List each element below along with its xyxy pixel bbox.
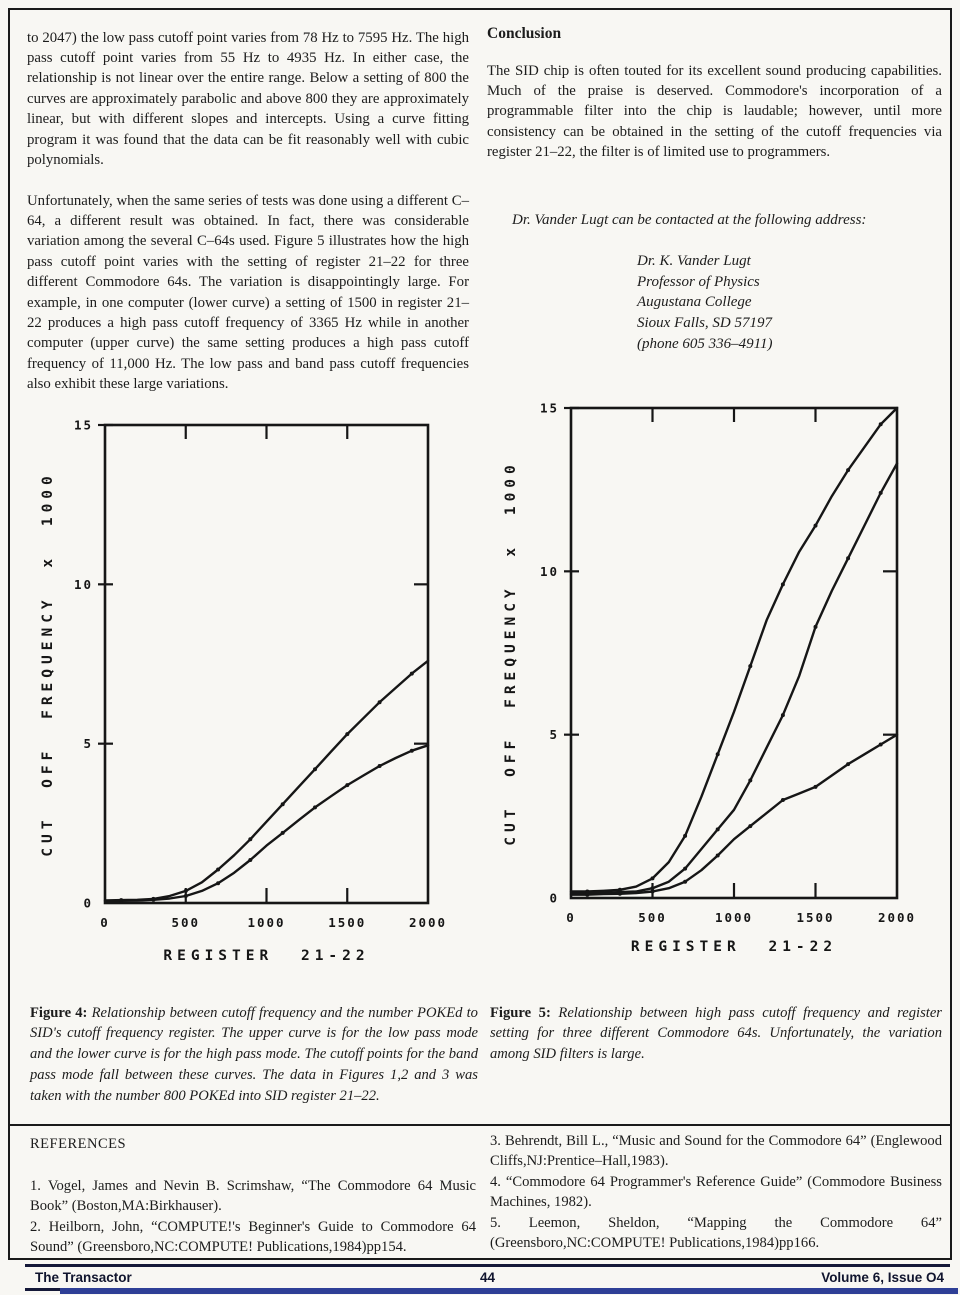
conclusion-heading: Conclusion [487,24,562,42]
conclusion-paragraph: The SID chip is often touted for its excellent sound producing capabilities. Much of the praise is deserved. Commodore's incorporation of a programmable filter into the chip is laudable; however, until more consistency can be obtained in the setting of the cutoff frequencies via register 21–22, the filter is of limited use to programmers. [487,62,942,161]
svg-text:0: 0 [566,910,576,925]
svg-text:15: 15 [73,417,93,433]
reference-item: 4. “Commodore 64 Programmer's Reference Guide” (Commodore Business Machines, 1982). [490,1173,942,1211]
figure4-caption-label: Figure 4: [30,1004,88,1021]
svg-text:CUT OFF FREQUENCY x 1000: CUT OFF FREQUENCY x 1000 [40,471,56,857]
svg-text:1500: 1500 [796,910,835,925]
address-line: Dr. K. Vander Lugt [637,253,751,269]
svg-text:2000: 2000 [408,915,448,930]
footer-band [25,1264,950,1291]
address-line: Sioux Falls, SD 57197 [637,315,772,332]
svg-text:0: 0 [83,895,93,911]
svg-text:1500: 1500 [328,915,367,930]
svg-text:10: 10 [73,576,93,592]
references-right-column [490,1131,942,1254]
reference-item: 1. Vogel, James and Nevin B. Scrimshaw, “The Commodore 64 Music Book” (Boston,MA:Birkhauser). [30,1178,476,1215]
contact-intro: Dr. Vander Lugt can be contacted at the following address: [512,212,867,228]
svg-text:5: 5 [549,727,559,743]
footer-page-number: 44 [479,1270,496,1285]
figure5-chart [485,398,940,960]
footer-issue: Volume 6, Issue O4 [821,1270,944,1285]
svg-text:0: 0 [100,915,110,930]
svg-text:0: 0 [549,890,559,906]
figure5-caption-text: Relationship between high pass cutoff frequency and register setting for three different Commodore 64s. Unfortunately, the variation among SID filters is large. [490,1004,942,1063]
references-left-column [30,1176,476,1258]
svg-text:1000: 1000 [247,915,286,930]
figure5-caption [490,1003,942,1066]
figure4-caption [30,1003,478,1107]
figure4-caption-text: Relationship between cutoff frequency and the number POKEd to SID's cutoff frequency register. The upper curve is for the low pass mode and the lower curve is for the high pass mode. The cutoff points for the band pass mode fall between these curves. The data in Figures 1,2 and 3 was taken with the number 800 POKEd into SID register 21–22. [30,1004,478,1105]
svg-text:1000: 1000 [714,910,754,925]
svg-text:REGISTER 21-22: REGISTER 21-22 [630,939,838,955]
figure5-caption-label: Figure 5: [490,1004,551,1021]
svg-text:2000: 2000 [877,910,917,925]
svg-text:10: 10 [539,563,559,579]
left-column-paragraph-2: Unfortunately, when the same series of tests was done using a different C–64, a different result was obtained. In fact, there was considerable variation among the several C–64s used. Figure 5 illustrates how the high pass cutoff point varies with the setting of register 21–22 for three different Commodore 64s. The variation is disappointingly large. For example, in one computer (lower curve) a setting of 1500 in register 21–22 produces a high pass cutoff frequency of 3365 Hz while in another computer (upper curve) the same setting produces a high pass cutoff frequency of 11,000 Hz. The low pass and band pass cutoff frequencies also exhibit these large variations. [27,192,469,392]
svg-text:500: 500 [638,910,667,925]
svg-text:5: 5 [83,736,93,752]
contact-address-block [637,251,773,354]
reference-item: 2. Heilborn, John, “COMPUTE!'s Beginner's Guide to Commodore 64 Sound” (Greensboro,NC:COMPUTE! Publications,1984)pp154. [30,1218,476,1256]
left-column-paragraph-1: to 2047) the low pass cutoff point varies from 78 Hz to 7595 Hz. The high pass cutoff point varies from 55 Hz to 4935 Hz. In either case, the relationship is not linear over the entire range. Below a setting of 800 the curves are approximately parabolic and above 800 they are approximately linear, but with different slopes and intercepts. Using a curve fitting program it was found that the data can be fit reasonably well with cubic polynomials. [27,29,469,168]
reference-item: 5. Leemon, Sheldon, “Mapping the Commodore 64” (Greensboro,NC:COMPUTE! Publications,1984)pp166. [490,1214,942,1252]
address-line: (phone 605 336–4911) [637,335,773,352]
footer-magazine-title: The Transactor [35,1270,132,1285]
svg-text:CUT OFF FREQUENCY x 1000: CUT OFF FREQUENCY x 1000 [503,460,519,846]
address-line: Professor of Physics [637,273,760,290]
references-top-rule [8,1124,952,1126]
svg-text:REGISTER 21-22: REGISTER 21-22 [163,948,370,964]
references-heading: REFERENCES [30,1136,127,1152]
footer-accent-bar [60,1288,958,1294]
figure4-chart [30,412,475,972]
svg-text:500: 500 [171,915,201,930]
address-line: Augustana College [637,294,752,311]
reference-item: 3. Behrendt, Bill L., “Music and Sound for the Commodore 64” (Englewood Cliffs,NJ:Prentice–Hall,1983). [490,1133,942,1170]
svg-text:15: 15 [539,400,559,416]
